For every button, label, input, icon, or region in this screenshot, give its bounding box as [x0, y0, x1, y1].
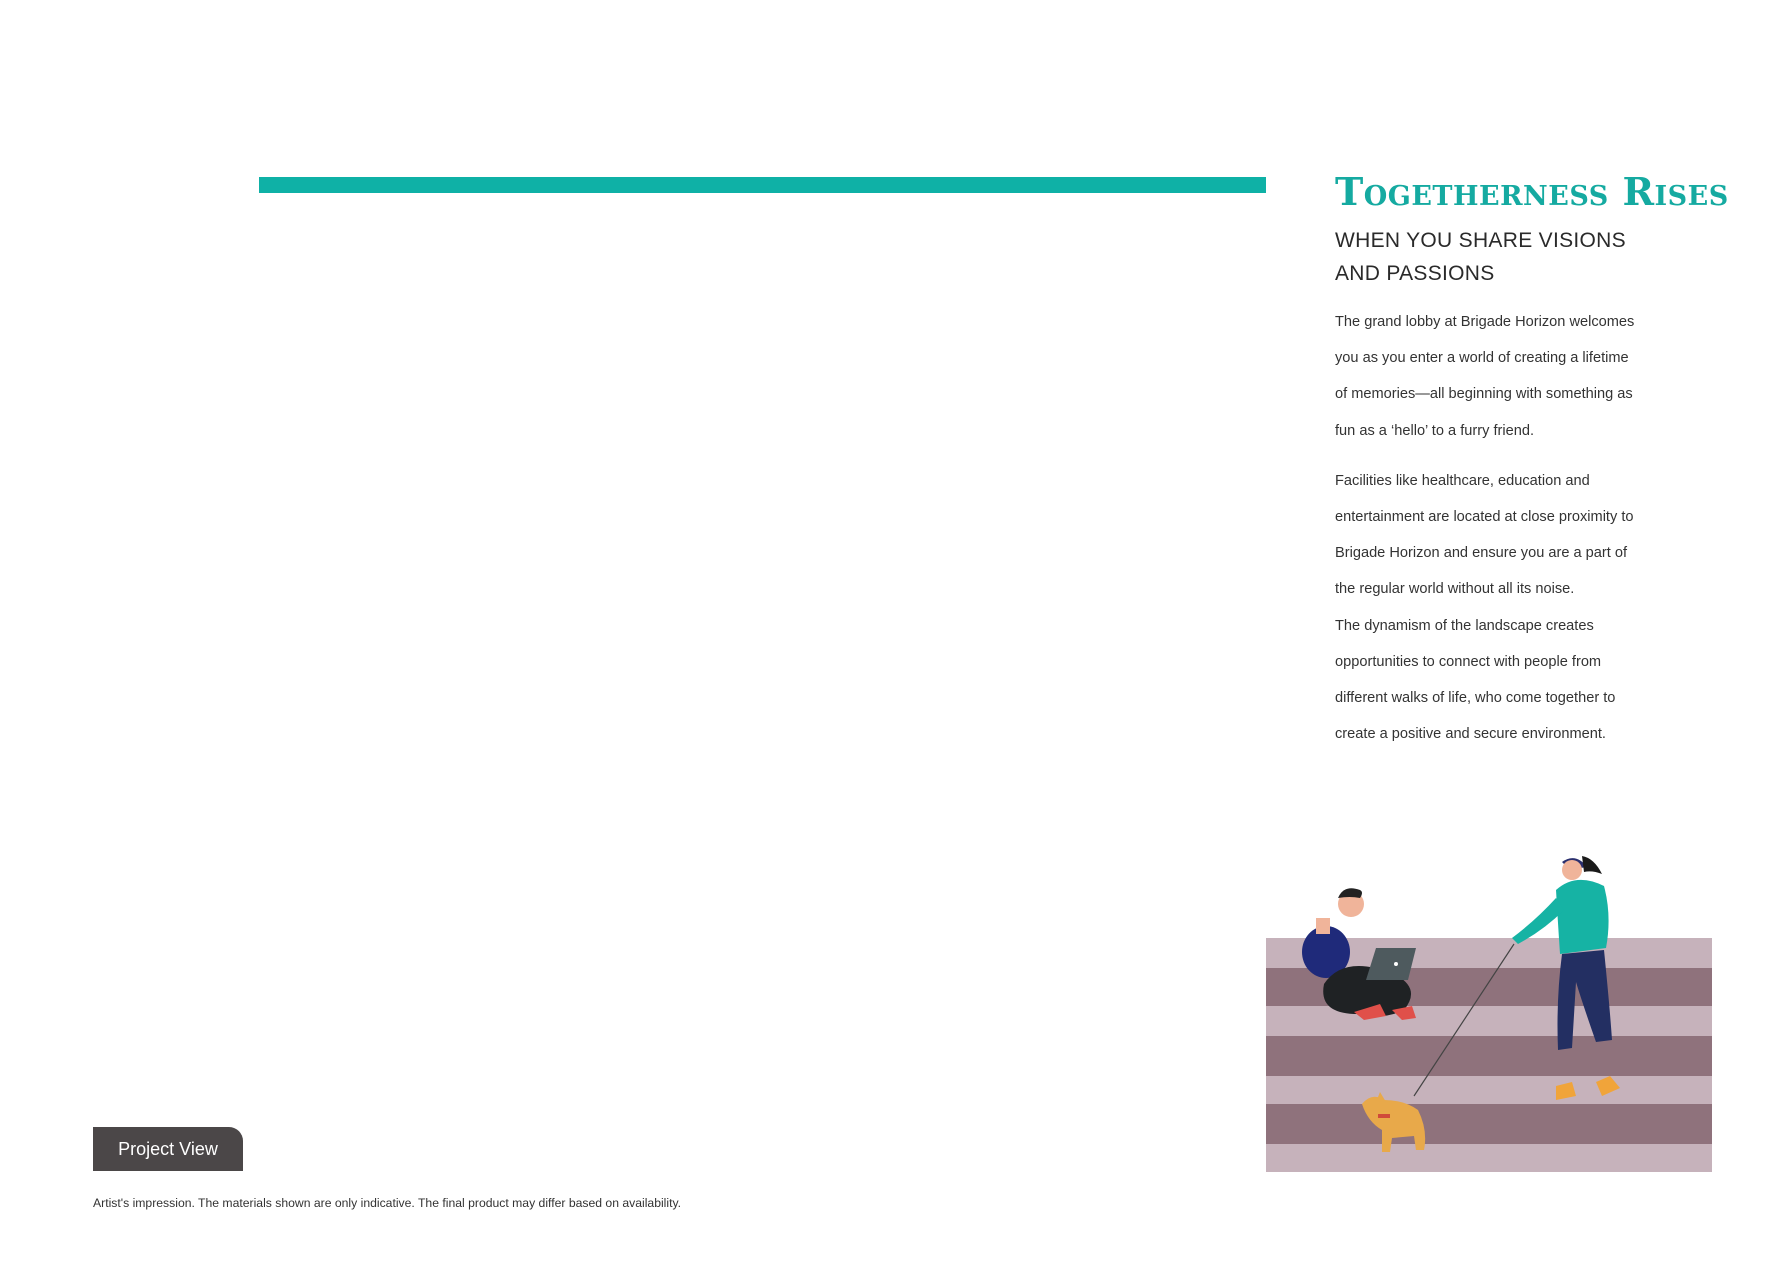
paragraph-lobby: The grand lobby at Brigade Horizon welcomes you as you enter a world of creating a lifetime of memories—all beginning with something as fun as a ‘hello’ to a furry friend. — [1335, 314, 1635, 439]
subtitle-line-2: AND PASSIONS — [1335, 262, 1495, 285]
subtitle — [1335, 224, 1675, 290]
people-on-stairs-illustration — [1266, 834, 1712, 1172]
disclaimer-text: Artist's impression. The materials shown are only indicative. The final product may differ based on availability. — [93, 1196, 682, 1210]
paragraph-facilities: Facilities like healthcare, education and entertainment are located at close proximity to Brigade Horizon and ensure you are a part of the regular world without all its noise. The dynamism of the landscape creates opportunities to connect with people from different walks of life, who come together to create a positive and secure environment. — [1335, 472, 1634, 743]
subtitle-line-1: WHEN YOU SHARE VISIONS — [1335, 229, 1626, 252]
content-column — [1335, 169, 1729, 752]
project-view-button[interactable]: Project View — [93, 1127, 243, 1171]
page-title: Togetherness Rises — [1335, 169, 1729, 214]
accent-bar — [259, 177, 1266, 193]
